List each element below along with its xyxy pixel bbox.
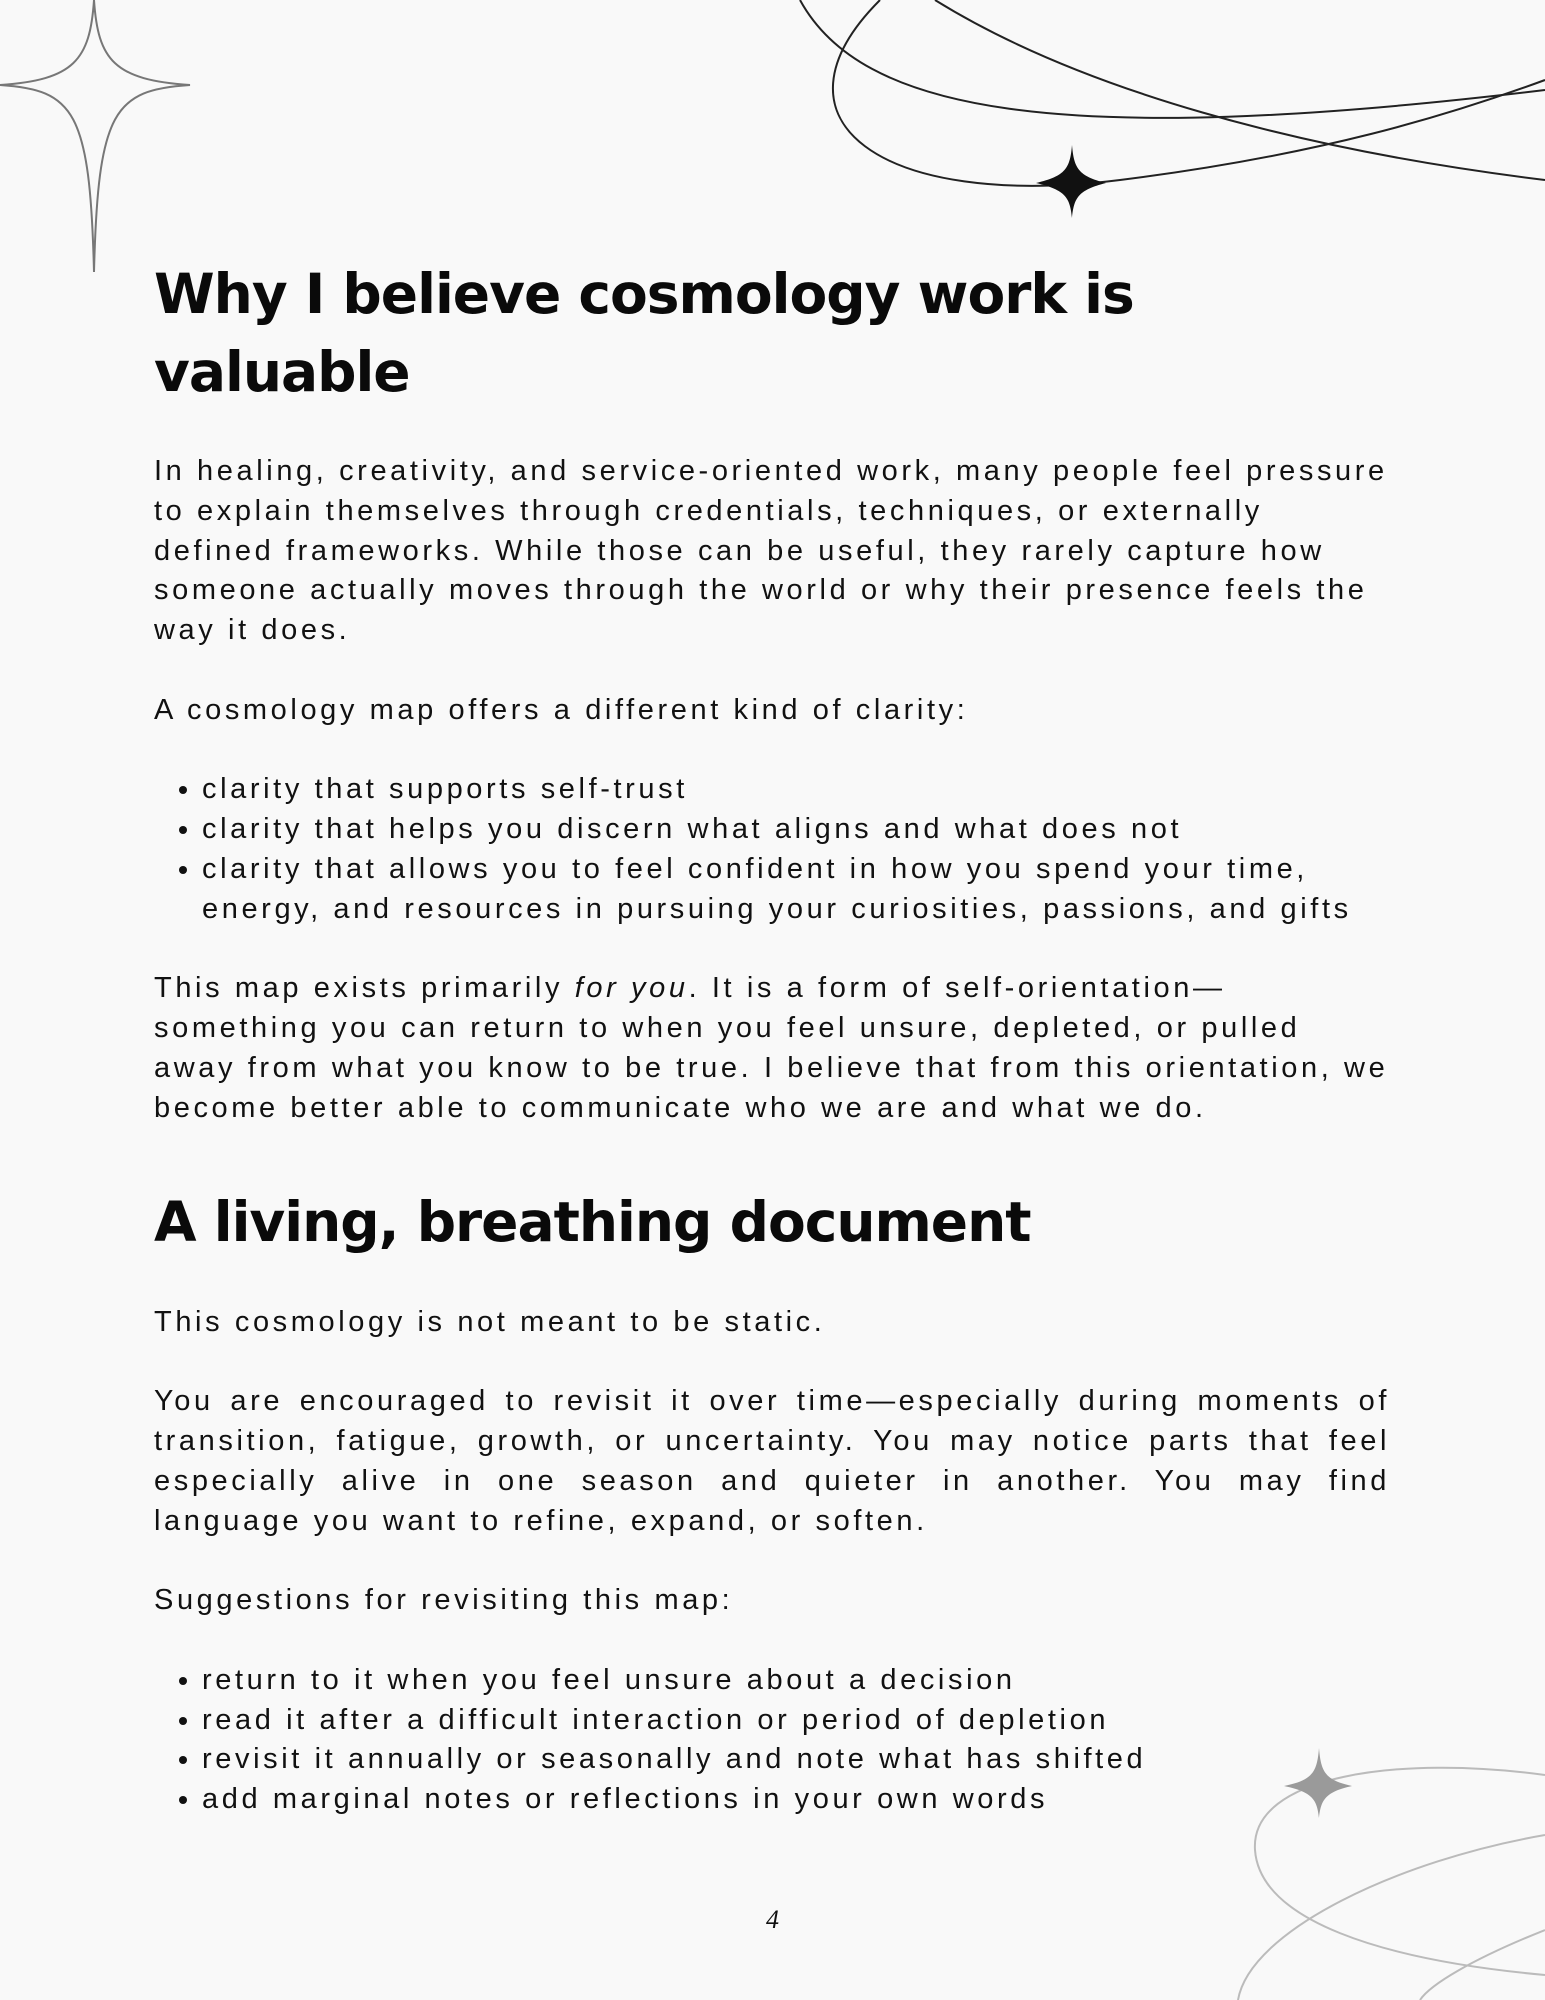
- text-span: . It is a form of self-orientation—something you can return to when you feel unsure, depleted, or pulled away from what you know to be true. I believe that from this orientation, we become better able to communicate who we are and what we do.: [154, 972, 1389, 1124]
- list-item: • clarity that allows you to feel confident in how you spend your time, energy, and resources in pursuing your curiosities, passions, and gifts: [202, 850, 1390, 930]
- section-heading-living-document: A living, breathing document: [154, 1189, 1031, 1254]
- suggestions-list: [154, 1661, 1390, 1820]
- four-point-star-outline-icon: [0, 0, 200, 280]
- section-heading-value: Why I believe cosmology work is valuable: [154, 262, 1134, 404]
- text-span: This map exists primarily: [154, 972, 575, 1005]
- emphasis-text: for you: [574, 972, 689, 1005]
- list-item: • revisit it annually or seasonally and note what has shifted: [202, 1740, 1390, 1780]
- list-item: • read it after a difficult interaction or period of depletion: [202, 1701, 1390, 1741]
- self-orientation-paragraph: [154, 969, 1390, 1128]
- clarity-list: [154, 770, 1390, 929]
- list-item: • clarity that helps you discern what aligns and what does not: [202, 810, 1390, 850]
- list-item: • clarity that supports self-trust: [202, 770, 1390, 810]
- suggestions-lead-paragraph: Suggestions for revisiting this map:: [154, 1584, 734, 1617]
- list-item: • add marginal notes or reflections in your own words: [202, 1780, 1390, 1820]
- page-number: 4: [766, 1905, 779, 1934]
- orbit-lines-with-black-star-icon: [780, 0, 1545, 230]
- intro-paragraph: In healing, creativity, and service-oriented work, many people feel pressure to explain themselves through credentials, techniques, or externally defined frameworks. While those can be useful, they rarely capture how someone actually moves through the world or why their presence feels the way it does.: [154, 455, 1388, 647]
- clarity-lead-paragraph: A cosmology map offers a different kind of clarity:: [154, 693, 969, 726]
- revisit-paragraph: You are encouraged to revisit it over time—especially during moments of transition, fatigue, growth, or uncertainty. You may notice parts that feel especially alive in one season and quieter in another. You may find language you want to refine, expand, or soften.: [154, 1385, 1390, 1537]
- list-item: • return to it when you feel unsure about a decision: [202, 1661, 1390, 1701]
- document-body: [154, 255, 1390, 1820]
- not-static-paragraph: This cosmology is not meant to be static.: [154, 1305, 826, 1338]
